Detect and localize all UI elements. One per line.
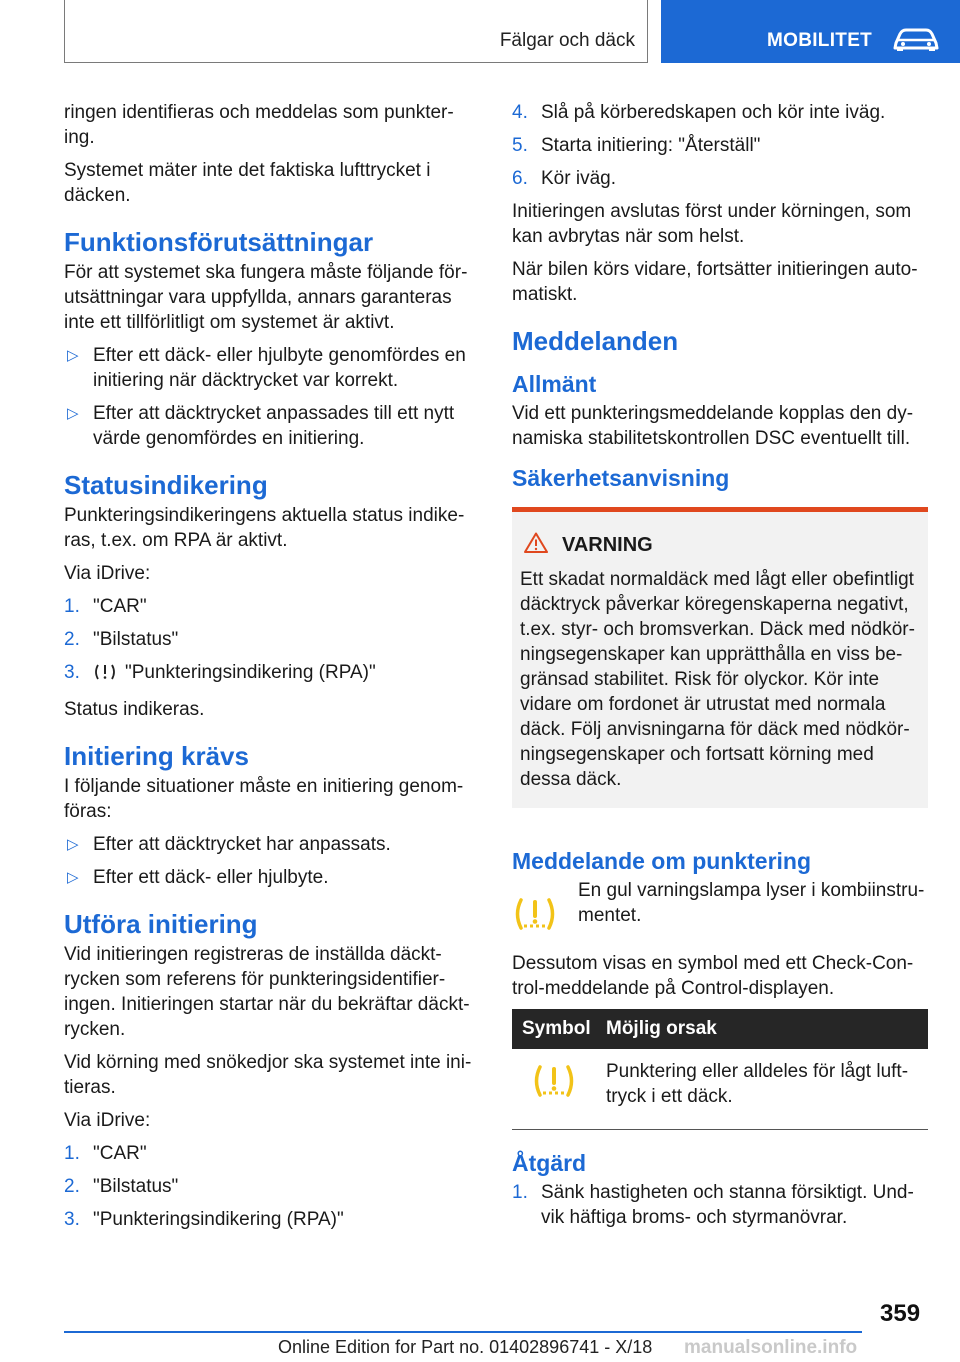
list-item: 1. "CAR" xyxy=(64,596,147,617)
init-req-text: I följande situationer måste en initiering genom- föras: xyxy=(64,776,464,822)
status-result: Status indikeras. xyxy=(64,699,205,720)
triangle-bullet-icon: ▷ xyxy=(67,405,79,422)
watermark: manualsonline.info xyxy=(684,1337,858,1358)
list-item: 2. "Bilstatus" xyxy=(64,1176,179,1197)
right-paragraph-2: När bilen körs vidare, fortsätter initieringen auto- matiskt. xyxy=(512,259,918,305)
warning-title: VARNING xyxy=(524,532,920,559)
list-item: ▷ Efter att däcktrycket anpassades till ett nytt värde genomfördes en initiering. xyxy=(67,403,455,449)
heading-meddelande-om-punktering: Meddelande om punktering xyxy=(512,848,812,874)
table-header-row xyxy=(512,1009,928,1049)
list-item: 6. Kör iväg. xyxy=(512,168,616,189)
status-via: Via iDrive: xyxy=(64,563,151,584)
init-req-list xyxy=(64,832,476,890)
heading-allmant: Allmänt xyxy=(512,371,597,397)
list-item: 3. "Punkteringsindikering (RPA)" xyxy=(64,1209,344,1230)
continued-steps xyxy=(512,100,928,191)
general-text: Vid ett punkteringsmeddelande kopplas den dy- namiska stabilitetskontrollen DSC eventuellt till. xyxy=(512,403,914,449)
warning-box xyxy=(512,507,928,808)
header-section-box xyxy=(64,0,648,63)
heading-atgard: Åtgärd xyxy=(512,1150,587,1176)
warning-triangle-icon xyxy=(524,532,562,559)
funk-list xyxy=(64,343,476,451)
right-paragraph-1: Initieringen avslutas först under körningen, som kan avbrytas när som helst. xyxy=(512,201,912,247)
list-item: ▷ Efter ett däck- eller hjulbyte genomfördes en initiering när däcktrycket var korrekt. xyxy=(67,345,466,391)
list-item: 1. Sänk hastigheten och stanna försiktigt. Und- vik häftiga broms- och styrmanövrar. xyxy=(512,1182,914,1228)
perform-steps xyxy=(64,1141,476,1232)
funk-text: För att systemet ska fungera måste följande för- utsättningar vara uppfyllda, annars garanteras inte ett tillförlitligt om systemet är aktivt. xyxy=(64,262,468,333)
triangle-bullet-icon: ▷ xyxy=(67,347,79,364)
chapter-title: MOBILITET xyxy=(767,30,873,51)
heading-sakerhetsanvisning: Säkerhetsanvisning xyxy=(512,465,730,491)
intro-paragraph-1: ringen identifieras och meddelas som punkter- ing. xyxy=(64,102,454,148)
table-header-symbol: Symbol xyxy=(512,1009,596,1049)
list-item: 4. Slå på körberedskapen och kör inte iväg. xyxy=(512,102,886,123)
warning-text: Ett skadat normaldäck med lågt eller obefintligt däcktryck påverkar köregenskaperna negativt, t.ex. styr- och bromsverkan. Däck med nödkör- ningsegenskaper kan upprätthålla en viss be- gränsad stabilitet. Risk för olyckor. Kör inte vidare om fordonet är utrustat med normala däck. Följ anvisningarna för däck med nödkör- ningsegenskaper och fortsatt körning med dessa däck. xyxy=(520,569,915,790)
footer-edition: Online Edition for Part no. 01402896741 - X/18 xyxy=(278,1337,653,1357)
left-column xyxy=(64,100,476,1240)
lamp-row xyxy=(512,878,928,937)
lamp-text: En gul varningslampa lyser i kombiinstru- mentet. xyxy=(578,880,925,926)
puncture-text: Dessutom visas en symbol med ett Check-Con- trol-meddelande på Control-displayen. xyxy=(512,953,914,999)
heading-meddelanden: Meddelanden xyxy=(512,326,679,356)
table-row xyxy=(512,1049,928,1130)
table-cell-cause: Punktering eller alldeles för lågt luft- tryck i ett däck. xyxy=(596,1049,928,1130)
list-item: 1. "CAR" xyxy=(64,1143,147,1164)
list-item: ▷ Efter att däcktrycket har anpassats. xyxy=(67,834,391,855)
triangle-bullet-icon: ▷ xyxy=(67,836,79,853)
action-steps xyxy=(512,1180,928,1230)
table-header-cause: Möjlig orsak xyxy=(596,1009,928,1049)
perform-via: Via iDrive: xyxy=(64,1110,151,1131)
heading-funktionsforutsattningar: Funktionsförutsättningar xyxy=(64,227,374,257)
header-chapter-box xyxy=(661,0,960,63)
list-item: 5. Starta initiering: "Återställ" xyxy=(512,135,761,156)
perform-text-1: Vid initieringen registreras de inställda däckt- rycken som referens för punkteringsidentifier- ingen. Initieringen startar när du bekräftar däckt- rycken. xyxy=(64,944,470,1040)
intro-paragraph-2: Systemet mäter inte det faktiska lufttrycket i däcken. xyxy=(64,160,431,206)
page-number: 359 xyxy=(880,1300,921,1327)
car-icon xyxy=(891,28,941,57)
heading-initiering-kravs: Initiering krävs xyxy=(64,741,249,771)
status-steps xyxy=(64,594,476,689)
perform-text-2: Vid körning med snökedjor ska systemet inte ini- tieras. xyxy=(64,1052,472,1098)
tire-pressure-warning-icon xyxy=(512,878,578,937)
section-title: Fälgar och däck xyxy=(499,30,635,51)
status-text: Punkteringsindikeringens aktuella status indike- ras, t.ex. om RPA är aktivt. xyxy=(64,505,465,551)
tire-warning-icon xyxy=(93,662,117,689)
list-item: 3. "Punkteringsindikering (RPA)" xyxy=(64,660,476,689)
heading-utfora-initiering: Utföra initiering xyxy=(64,909,258,939)
heading-statusindikering: Statusindikering xyxy=(64,470,268,500)
right-column xyxy=(512,100,928,1238)
list-item: 2. "Bilstatus" xyxy=(64,629,179,650)
triangle-bullet-icon: ▷ xyxy=(67,869,79,886)
list-item: ▷ Efter ett däck- eller hjulbyte. xyxy=(67,867,329,888)
footer-divider xyxy=(64,1331,862,1333)
symbol-table xyxy=(512,1009,928,1130)
tire-pressure-warning-icon xyxy=(512,1049,596,1130)
